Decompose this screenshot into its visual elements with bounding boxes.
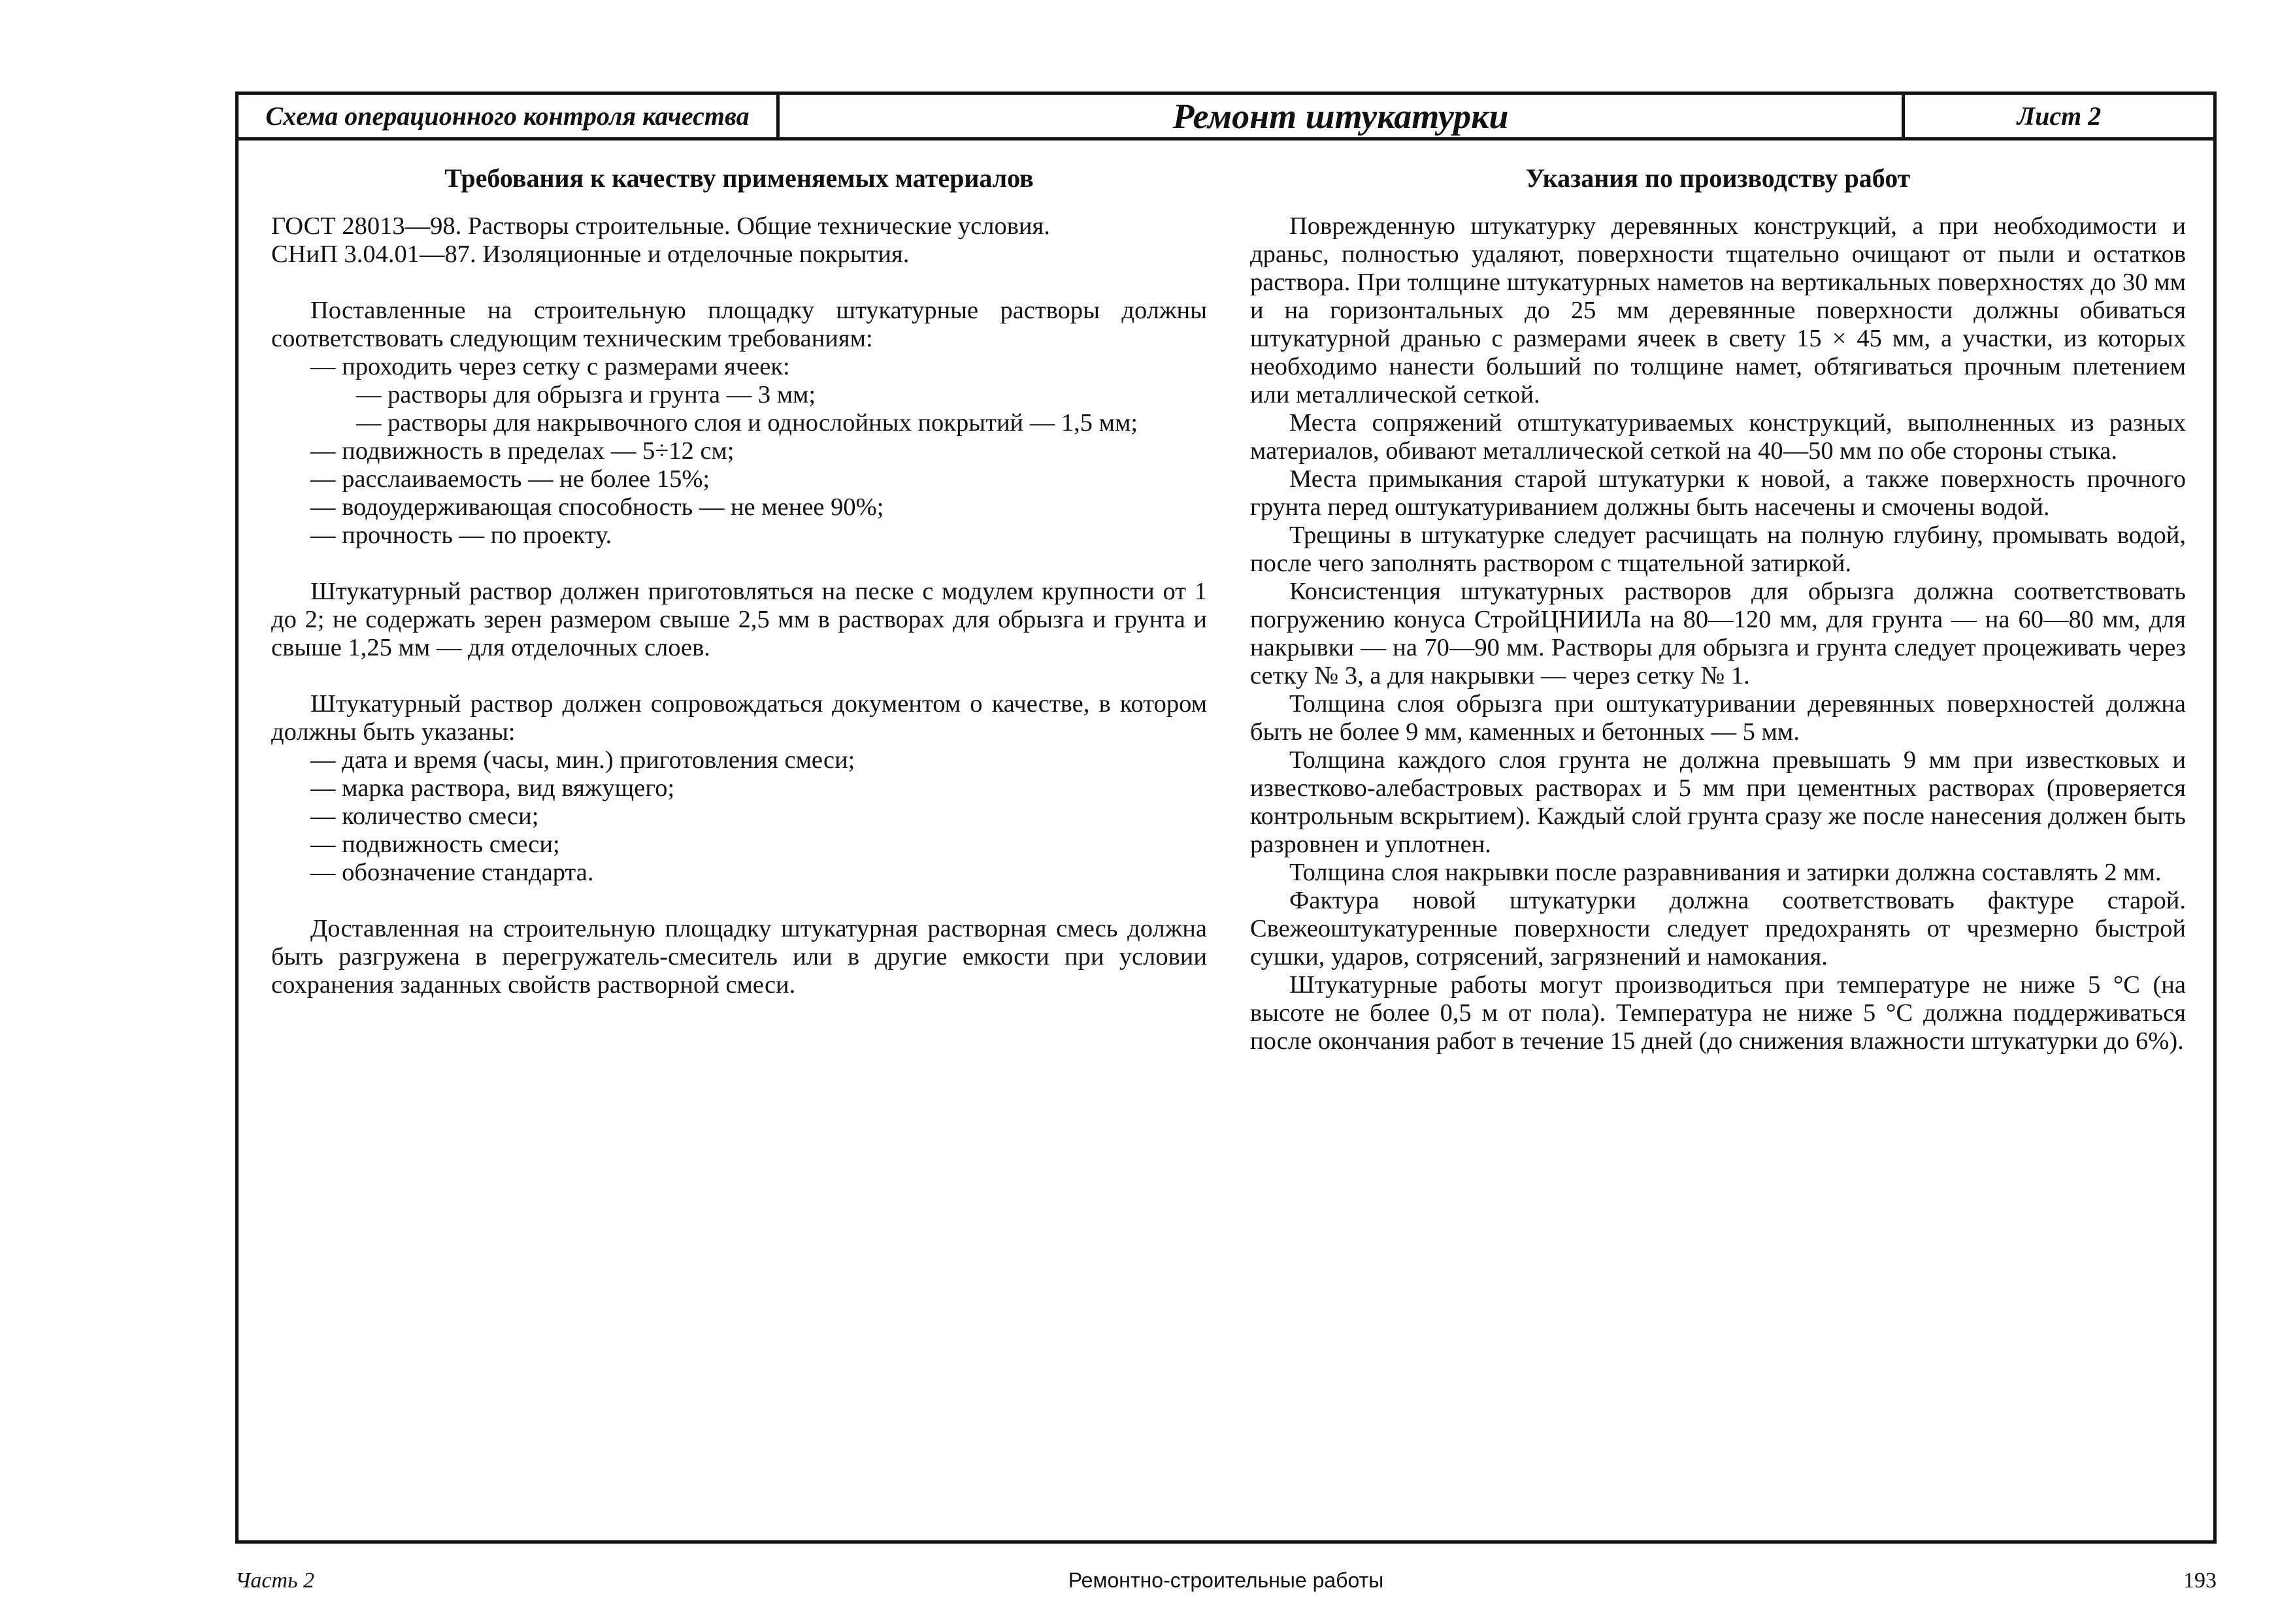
paragraph: Фактура новой штукатурки должна соответствовать фактуре старой. Свежеоштукатуренные поверхности следует предохранять от чрезмерно быстрой сушки, ударов, сотрясений, загрязнений и намокания. xyxy=(1250,887,2186,970)
list-item: — растворы для накрывочного слоя и однослойных покрытий — 1,5 мм; xyxy=(356,409,1138,437)
list-item: — водоудерживающая способность — не менее 90%; xyxy=(310,493,884,521)
paragraph: Поврежденную штукатурку деревянных конструкций, а при необходимости и драньс, полностью удаляют, поверхности тщательно очищают от пыли и остатков раствора. При толщине штукатурных наметов на вертикальных поверхностях до 30 мм и на горизонтальных до 25 мм деревянные поверхности должны обиваться штукатурной дранью с размерами ячеек в свету 15 × 45 мм, а участки, из которых необходимо нанести больший по толщине намет, обтягиваться прочным плетением или металлической сеткой. xyxy=(1250,212,2186,408)
paragraph: Места примыкания старой штукатурки к новой, а также поверхность прочного грунта перед оштукатуриванием должны быть насечены и смочены водой. xyxy=(1250,465,2186,521)
paragraph: Толщина слоя накрывки после разравнивания и затирки должна составлять 2 мм. xyxy=(1289,859,2162,886)
standard-reference: СНиП 3.04.01—87. Изоляционные и отделочные покрытия. xyxy=(271,240,910,268)
document-frame xyxy=(235,91,2217,1544)
document-contents-list xyxy=(271,746,1207,887)
document-title: Ремонт штукатурки xyxy=(780,95,1905,137)
paragraph: Места сопряжений отштукатуриваемых конструкций, выполненных из разных материалов, обивают металлической сеткой на 40—50 мм по обе стороны стыка. xyxy=(1250,409,2186,465)
paragraph: Штукатурный раствор должен сопровождаться документом о качестве, в котором должны быть указаны: xyxy=(271,690,1207,746)
page-number: 193 xyxy=(2183,1568,2217,1593)
standard-reference: ГОСТ 28013—98. Растворы строительные. Общие технические условия. xyxy=(271,212,1050,240)
paragraph: Толщина каждого слоя грунта не должна превышать 9 мм при известковых и известково-алебастровых растворах и 5 мм при цементных растворах (проверяется контрольным вскрытием). Каждый слой грунта сразу же после нанесения должен быть разровнен и уплотнен. xyxy=(1250,746,2186,858)
list-item: — обозначение стандарта. xyxy=(310,859,594,886)
list-item: — количество смеси; xyxy=(310,803,539,830)
sheet-number: Лист 2 xyxy=(2017,101,2102,131)
list-item: — дата и время (часы, мин.) приготовления смеси; xyxy=(310,746,855,774)
section-title: Ремонтно-строительные работы xyxy=(1068,1568,1384,1592)
list-item: — растворы для обрызга и грунта — 3 мм; xyxy=(356,381,816,408)
instructions-heading: Указания по производству работ xyxy=(1525,163,1911,193)
list-item: — подвижность смеси; xyxy=(310,831,560,858)
materials-column xyxy=(271,160,1207,999)
part-label: Часть 2 xyxy=(235,1568,315,1593)
instructions-column xyxy=(1250,160,2186,1055)
requirements-list xyxy=(271,353,1207,550)
list-item: — подвижность в пределах — 5÷12 см; xyxy=(310,437,735,465)
paragraph: Штукатурный раствор должен приготовляться на песке с модулем крупности от 1 до 2; не содержать зерен размером свыше 2,5 мм в растворах для обрызга и грунта и свыше 1,25 мм — для отделочных слоев. xyxy=(271,578,1207,661)
paragraph: Консистенция штукатурных растворов для обрызга должна соответствовать погружению конуса СтройЦНИИЛа на 80—120 мм, для грунта — на 60—80 мм, для накрывки — на 70—90 мм. Растворы для обрызга и грунта следует процеживать через сетку № 3, а для накрывки — через сетку № 1. xyxy=(1250,578,2186,689)
paragraph: Трещины в штукатурке следует расчищать на полную глубину, промывать водой, после чего заполнять раствором с тщательной затиркой. xyxy=(1250,522,2186,577)
paragraph: Доставленная на строительную площадку штукатурная растворная смесь должна быть разгружена в перегружатель-смеситель или в другие емкости при условии сохранения заданных свойств растворной смеси. xyxy=(271,915,1207,999)
list-item: — марка раствора, вид вяжущего; xyxy=(310,774,675,802)
paragraph: Толщина слоя обрызга при оштукатуривании деревянных поверхностей должна быть не более 9 мм, каменных и бетонных — 5 мм. xyxy=(1250,690,2186,746)
list-item: — прочность — по проекту. xyxy=(310,522,612,549)
header-row xyxy=(239,95,2213,141)
list-item: — расслаиваемость — не более 15%; xyxy=(310,465,710,493)
scheme-label: Схема операционного контроля качества xyxy=(239,95,780,137)
materials-heading: Требования к качеству применяемых материалов xyxy=(444,163,1034,193)
list-item: — проходить через сетку с размерами ячеек: xyxy=(310,353,790,380)
paragraph: Поставленные на строительную площадку штукатурные растворы должны соответствовать следующим техническим требованиям: xyxy=(271,297,1207,352)
page-footer xyxy=(235,1568,2217,1601)
paragraph: Штукатурные работы могут производиться при температуре не ниже 5 °С (на высоте не более 0,5 м от пола). Температура не ниже 5 °С должна поддерживаться после окончания работ в течение 15 дней (до снижения влажности штукатурки до 6%). xyxy=(1250,971,2186,1055)
